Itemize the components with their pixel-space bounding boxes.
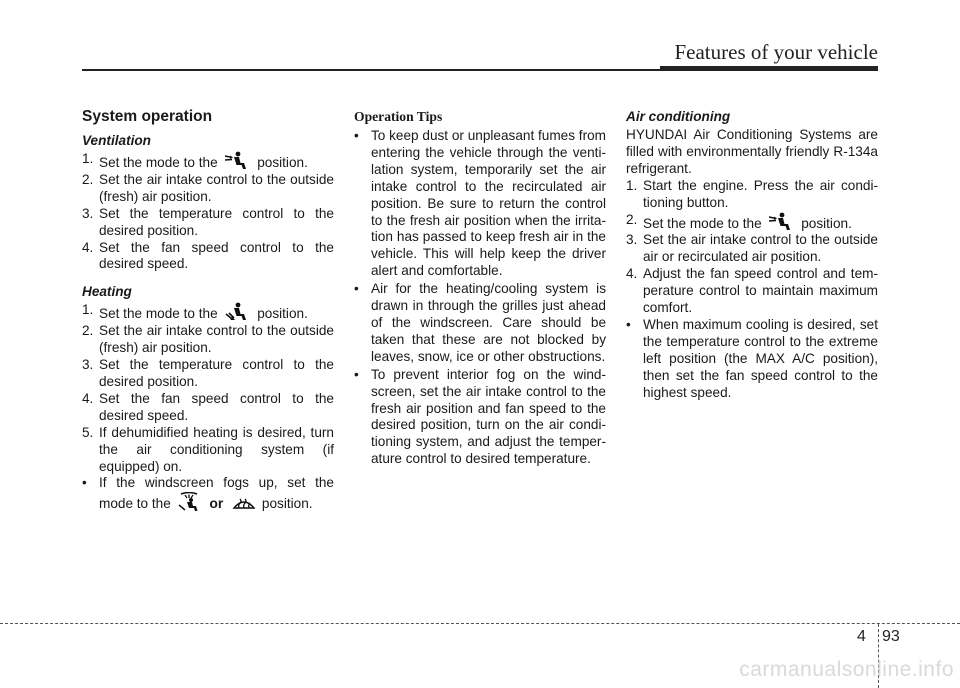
list-item: 4. Set the fan speed control to the desired speed. <box>82 239 334 272</box>
floor-mode-icon <box>223 302 251 322</box>
heating-heading: Heating <box>82 284 132 300</box>
list-item: 1. Set the mode to the position. <box>82 151 308 170</box>
list-item: 2. Set the air intake control to the outside (fresh) air position. <box>82 323 334 356</box>
air-conditioning-intro: HYUNDAI Air Conditioning Systems are filled with environmentally friendly R-134a refrigerant. <box>626 127 878 176</box>
heating-steps <box>82 302 334 475</box>
watermark: carmanualsonline.info <box>739 658 954 681</box>
air-conditioning-heading: Air conditioning <box>626 109 731 124</box>
list-item: • To keep dust or unpleasant fumes from entering the vehicle through the venti-lation system, temporarily set the air intake control to the recirculated air position. Be sure to return the control to the fresh air position when the irrita-tion has passed to keep fresh air in the vehicle. This will help keep the driver alert and comfortable. <box>354 128 606 279</box>
defrost-mode-icon <box>232 492 256 512</box>
list-item: 3. Set the temperature control to the desired position. <box>82 205 334 238</box>
header-title: Features of your vehicle <box>674 40 878 64</box>
column-air-conditioning <box>626 108 878 402</box>
floor-defrost-mode-icon <box>177 492 201 512</box>
list-item: • Air for the heating/cooling system is drawn in through the grilles just ahead of the windscreen. Care should be taken that these are not blocked by leaves, snow, ice or other obstructions. <box>354 281 606 364</box>
ventilation-heading: Ventilation <box>82 133 151 148</box>
section-title: System operation <box>82 108 213 125</box>
heating-bullets <box>82 475 334 513</box>
list-item: • If the windscreen fogs up, set the mode to the or position. <box>82 475 334 512</box>
list-item: 3. Set the temperature control to the desired position. <box>82 357 334 389</box>
chapter-number: 4 <box>857 628 866 645</box>
list-item: • When maximum cooling is desired, set the temperature control to the extreme left position (the MAX A/C position), then set the fan speed control to the highest speed. <box>626 316 878 400</box>
page-number: 93 <box>882 628 900 645</box>
air-conditioning-steps <box>626 178 878 317</box>
header-rule-bold <box>660 66 878 71</box>
list-item: 4. Adjust the fan speed control and tem-perature control to maintain maximum comfort. <box>626 266 878 316</box>
face-vent-mode-icon <box>767 212 795 232</box>
list-item: 2. Set the mode to the position. <box>626 211 852 231</box>
list-item: • To prevent interior fog on the wind-screen, set the air intake control to the fresh air position and fan speed to the desired position, turn on the air condi-tioning system, and adjust the temper-ature control to desired temperature. <box>354 366 606 467</box>
list-item: 1. Set the mode to the position. <box>82 302 308 322</box>
face-vent-mode-icon <box>223 151 251 171</box>
list-item: 3. Set the air intake control to the outside air or recirculated air position. <box>626 232 878 265</box>
operation-tips-list <box>354 128 606 468</box>
column-operation-tips <box>354 108 606 469</box>
operation-tips-heading: Operation Tips <box>354 109 443 124</box>
list-item: 5. If dehumidified heating is desired, turn the air conditioning system (if equipped) on. <box>82 424 334 474</box>
header-rule <box>82 69 662 71</box>
column-system-operation <box>82 108 334 513</box>
list-item: 2. Set the air intake control to the outside (fresh) air position. <box>82 171 334 204</box>
list-item: 4. Set the fan speed control to the desired speed. <box>82 390 334 423</box>
list-item: 1. Start the engine. Press the air condi-tioning button. <box>626 177 878 210</box>
ventilation-steps <box>82 151 334 273</box>
air-conditioning-bullets <box>626 317 878 402</box>
footer-rule <box>0 623 960 624</box>
